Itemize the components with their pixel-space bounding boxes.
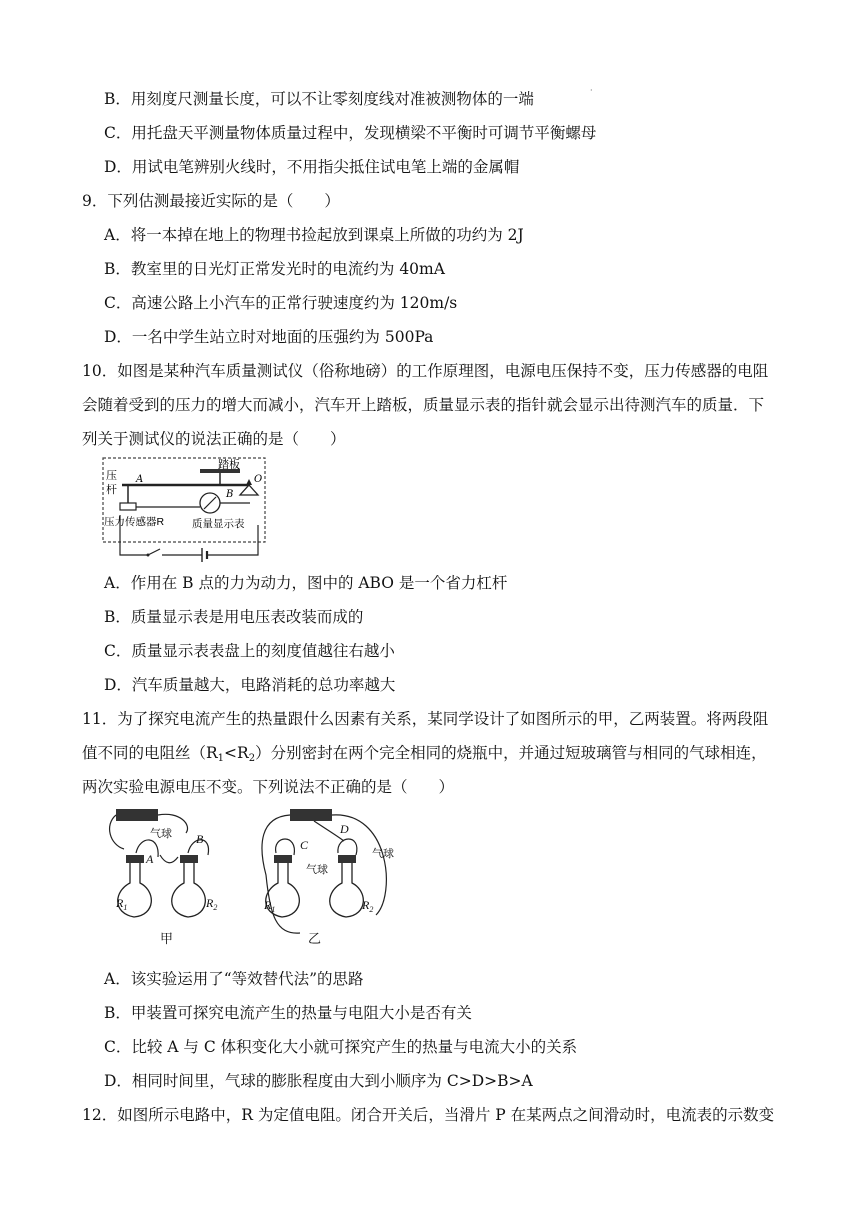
- q11-stem-line-3: 两次实验电源电压不变。下列说法不正确的是（ ）: [82, 778, 455, 796]
- q10-label-pedal: 踏板: [218, 459, 240, 471]
- q11-jia-r1-letter: R: [116, 896, 124, 910]
- q11-stem-line-1: 11．为了探究电流产生的热量跟什么因素有关系，某同学设计了如图所示的甲，乙两装置。将两段阻: [82, 710, 769, 728]
- q11-yi-balloon-label-2: 气球: [372, 848, 394, 860]
- q11-stopper-4: [338, 855, 356, 863]
- q9-option-c: C．高速公路上小汽车的正常行驶速度约为 120m/s: [104, 294, 458, 312]
- q11-label-b: B: [196, 832, 204, 846]
- q11-line2-sub1: 1: [217, 753, 225, 764]
- q11-yi-r2-letter: R: [362, 898, 370, 912]
- q9-option-d: D．一名中学生站立时对地面的压强约为 500Pa: [104, 328, 434, 346]
- q11-heating-figure: [100, 805, 420, 955]
- q11-line2-post: ）分别密封在两个完全相同的烧瓶中，并通过短玻璃管与相同的气球相连，: [255, 744, 767, 762]
- q10-sensor: [120, 503, 136, 510]
- q11-balloon-c: [276, 839, 295, 855]
- q11-option-a: A．该实验运用了“等效替代法”的思路: [104, 970, 364, 988]
- q10-label-b: B: [226, 489, 234, 500]
- q11-yi-wire-outer: [262, 815, 300, 933]
- q10-weighbridge-figure: [100, 455, 270, 565]
- q10-option-b: B．质量显示表是用电压表改装而成的: [104, 608, 364, 626]
- q10-label-a: A: [136, 474, 144, 485]
- q11-yi-r1-letter: R: [264, 898, 272, 912]
- q11-yi-battery: [290, 809, 332, 821]
- q10-option-d: D．汽车质量越大，电路消耗的总功率越大: [104, 676, 396, 694]
- q11-yi-r1: [263, 898, 275, 914]
- q10-switch-pivot: [147, 554, 150, 557]
- q11-jia-balloon-label: 气球: [150, 828, 172, 840]
- q8-option-c: C．用托盘天平测量物体质量过程中，发现横梁不平衡时可调节平衡螺母: [104, 124, 597, 142]
- q10-stem-line-3: 列关于测试仪的说法正确的是（ ）: [82, 430, 346, 448]
- q10-label-sensor: 压力传感器R: [104, 516, 165, 528]
- q10-label-rod-2: 杆: [106, 484, 117, 496]
- q12-stem-line-1: 12．如图所示电路中，R 为定值电阻。闭合开关后，当滑片 P 在某两点之间滑动时，电流表的示数变: [82, 1106, 775, 1124]
- q11-yi-r2: [361, 898, 373, 914]
- q11-jia-wire-mid: [160, 855, 178, 863]
- q10-option-a: A．作用在 B 点的力为动力，图中的 ABO 是一个省力杠杆: [104, 574, 508, 592]
- q10-label-meter: 质量显示表: [192, 518, 245, 530]
- q11-stopper-2: [180, 855, 198, 863]
- q10-stem-line-2: 会随着受到的压力的增大而减小，汽车开上踏板，质量显示表的指针就会显示出待测汽车的质量．下: [82, 396, 765, 414]
- q11-balloon-d: [338, 839, 357, 855]
- q11-stopper-3: [274, 855, 292, 863]
- q11-jia-r2: [205, 896, 217, 912]
- q11-line2-pre: 值不同的电阻丝（R: [82, 744, 218, 762]
- q10-option-c: C．质量显示表表盘上的刻度值越往右越小: [104, 642, 395, 660]
- q11-jia-r1: [115, 896, 127, 912]
- q11-jia-battery: [116, 809, 158, 821]
- q10-label-rod-1: 压: [106, 470, 117, 482]
- q11-yi-balloon-label-1: 气球: [306, 864, 328, 876]
- q11-jia-r2-letter: R: [206, 896, 214, 910]
- q10-switch: [148, 549, 160, 555]
- q11-label-d: D: [340, 822, 349, 836]
- q11-line2-mid: <R: [224, 744, 249, 762]
- q11-flask-4: [330, 861, 364, 917]
- q11-yi-r2-sub: 2: [369, 905, 374, 914]
- q8-option-b: B．用刻度尺测量长度，可以不让零刻度线对准被测物体的一端: [104, 90, 534, 108]
- q11-label-c: C: [300, 838, 309, 852]
- q10-stem-line-1: 10．如图是某种汽车质量测试仪（俗称地磅）的工作原理图，电源电压保持不变，压力传感器的电阻: [82, 362, 769, 380]
- q11-line2-sub2: 2: [248, 753, 256, 764]
- q10-fulcrum: [240, 485, 258, 495]
- q8-option-d: D．用试电笔辨别火线时，不用指尖抵住试电笔上端的金属帽: [104, 158, 520, 176]
- q11-option-d: D．相同时间里，气球的膨胀程度由大到小顺序为 C>D>B>A: [104, 1072, 533, 1090]
- q11-yi-r1-sub: 1: [271, 905, 276, 914]
- q9-option-b: B．教室里的日光灯正常发光时的电流约为 40mA: [104, 260, 445, 278]
- q11-label-a: A: [146, 852, 154, 866]
- q11-jia-r1-sub: 1: [123, 903, 128, 912]
- q11-flask-2: [172, 861, 206, 917]
- q11-option-b: B．甲装置可探究电流产生的热量与电阻大小是否有关: [104, 1004, 472, 1022]
- q9-option-a: A．将一本掉在地上的物理书捡起放到课桌上所做的功约为 2J: [104, 226, 524, 244]
- q11-option-c: C．比较 A 与 C 体积变化大小就可探究产生的热量与电流大小的关系: [104, 1038, 578, 1056]
- q10-label-o: O: [254, 474, 263, 485]
- q9-stem: 9．下列估测最接近实际的是（ ）: [82, 192, 340, 210]
- q11-jia-r2-sub: 2: [213, 903, 218, 912]
- scan-mark: ·: [590, 86, 593, 95]
- q11-stopper-1: [126, 855, 144, 863]
- q11-stem-line-2: [82, 743, 767, 769]
- q11-label-yi: 乙: [308, 931, 322, 946]
- q11-label-jia: 甲: [160, 931, 174, 946]
